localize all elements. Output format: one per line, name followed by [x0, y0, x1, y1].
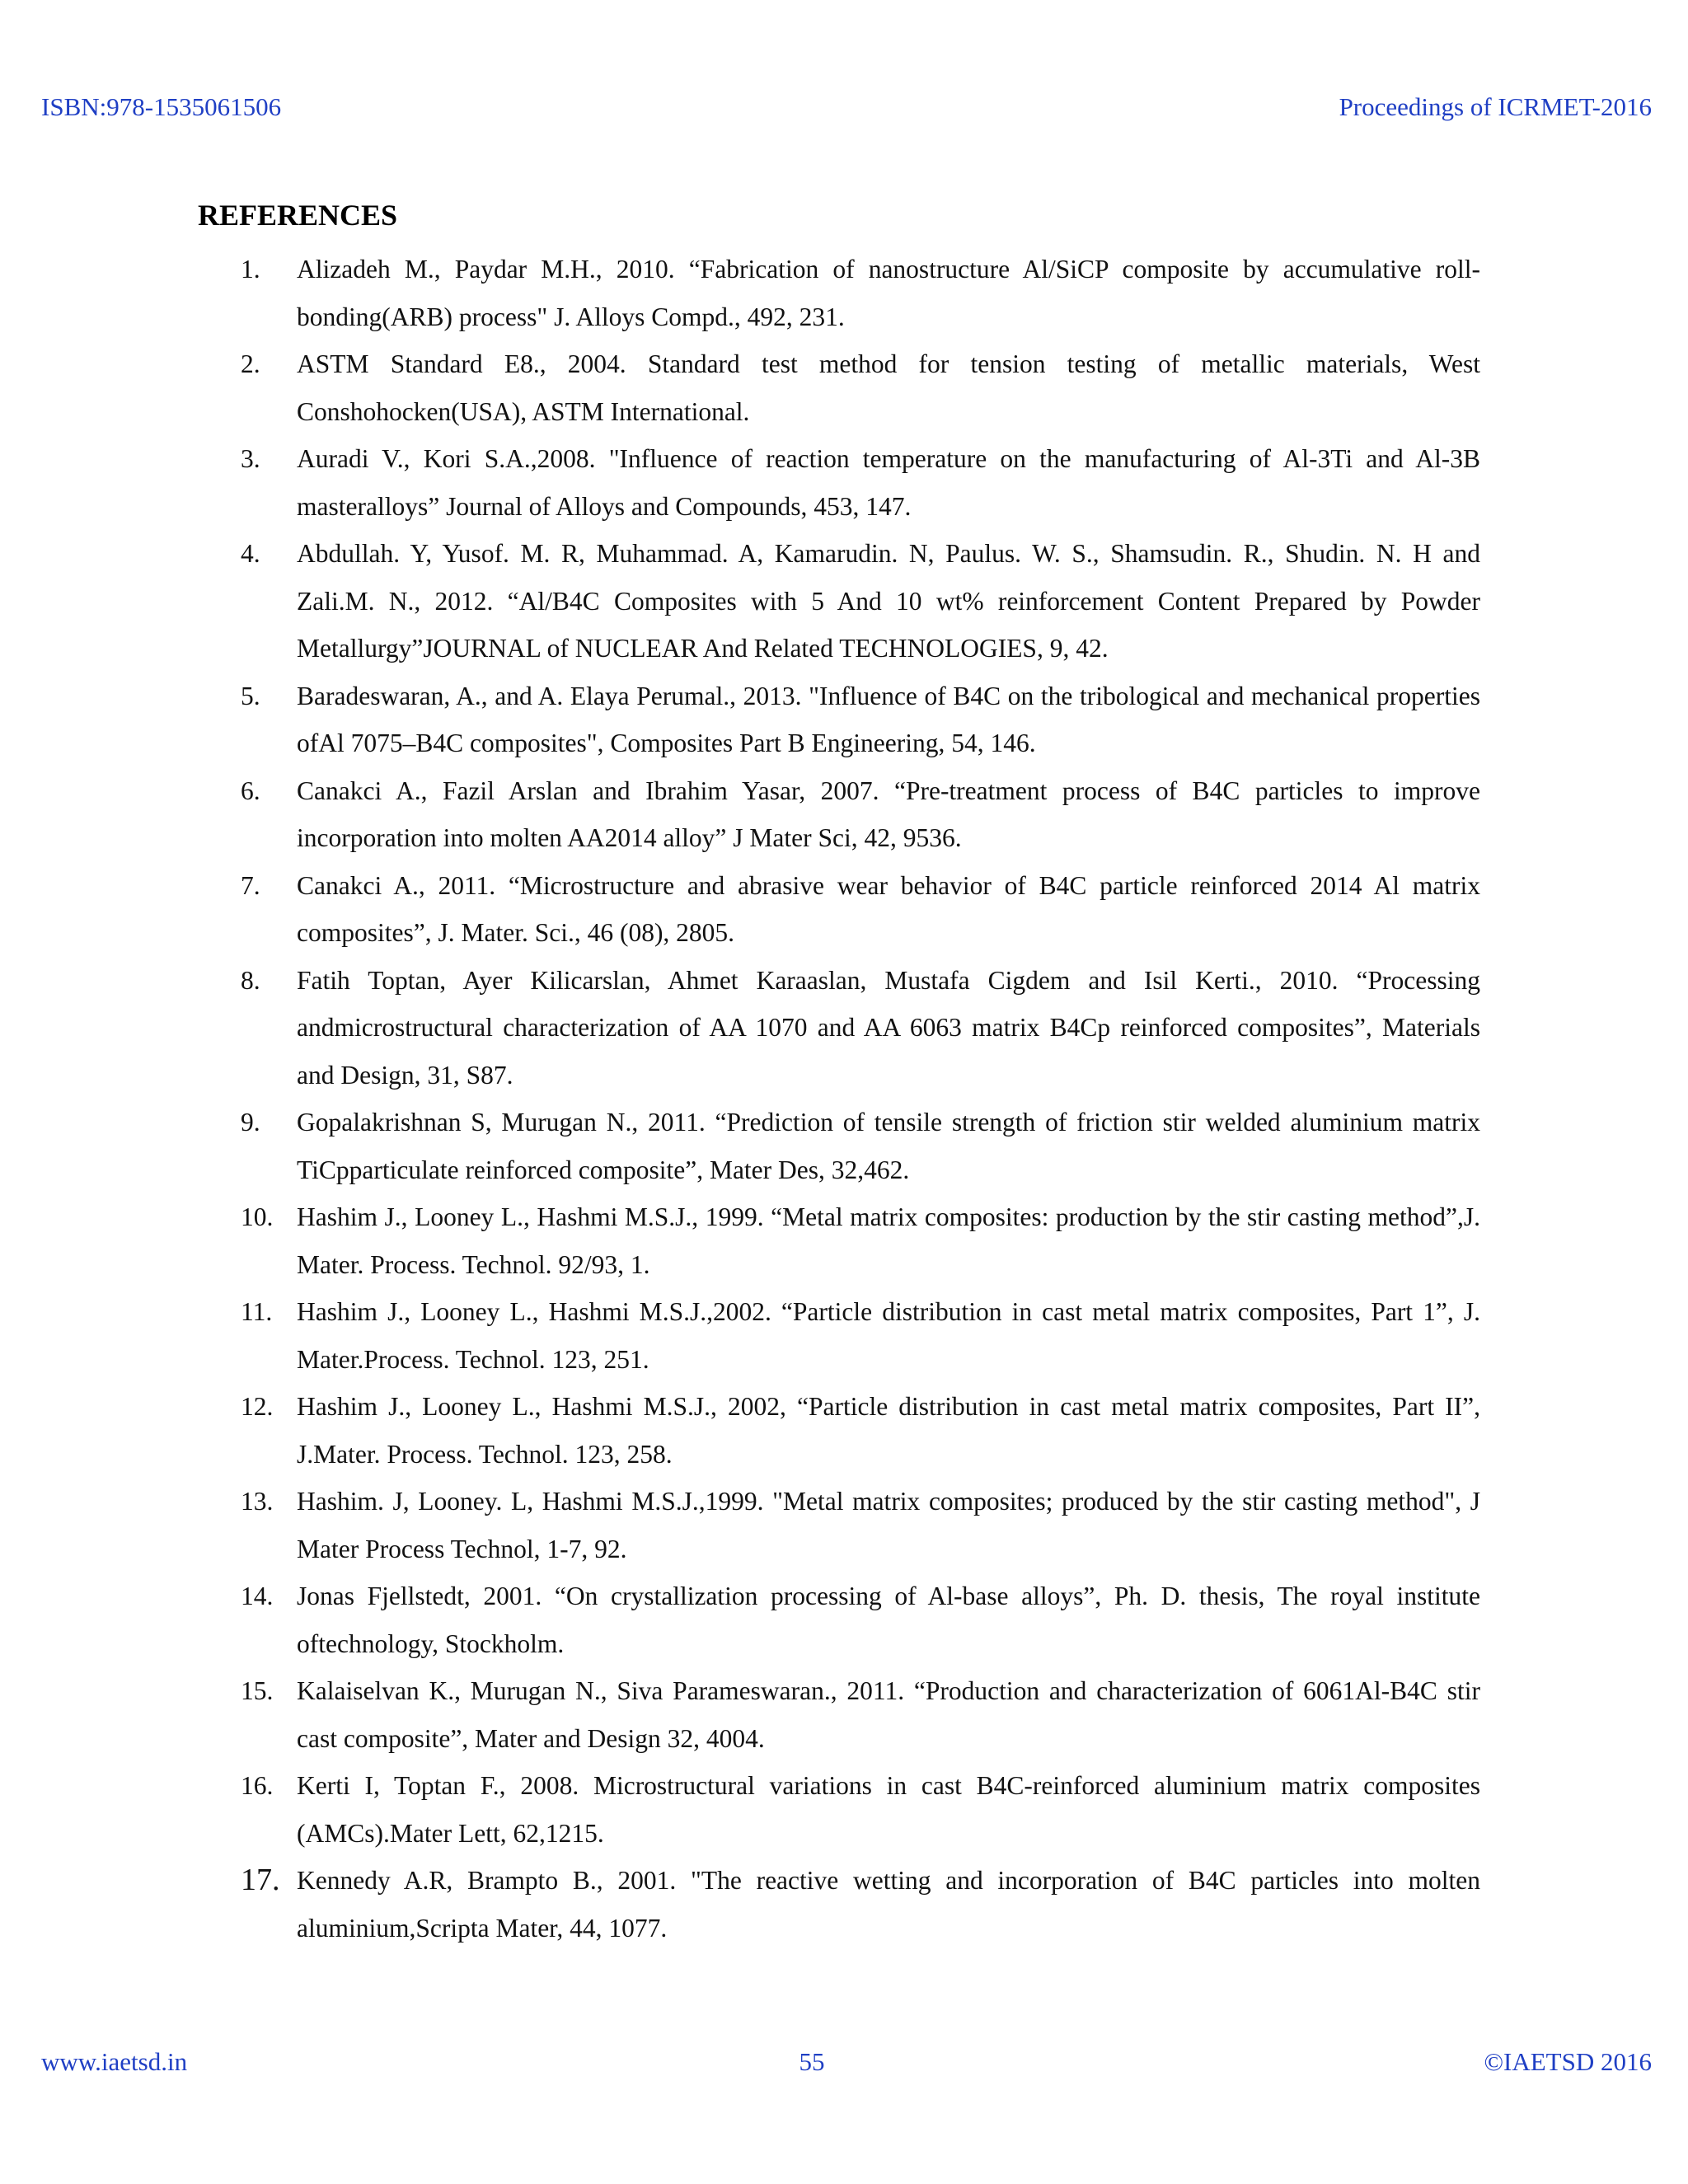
- reference-item: [0, 246, 1688, 340]
- reference-item: [0, 957, 1688, 1099]
- reference-number: 14.: [241, 1582, 274, 1610]
- reference-item: [0, 1857, 1688, 1952]
- reference-number: 2.: [241, 349, 260, 378]
- reference-item: [0, 340, 1688, 435]
- reference-item: [0, 862, 1688, 957]
- reference-text: Kalaiselvan K., Murugan N., Siva Parameswaran., 2011. “Production and characterization of 6061Al-B4C stir cast composite”, Mater and Design 32, 4004.: [297, 1676, 1480, 1753]
- reference-item: [0, 1572, 1688, 1667]
- reference-text: Jonas Fjellstedt, 2001. “On crystallization processing of Al-base alloys”, Ph. D. thesis, The royal institute oftechnology, Stockholm.: [297, 1582, 1480, 1658]
- reference-number: 3.: [241, 444, 260, 473]
- references-heading: REFERENCES: [198, 199, 398, 232]
- reference-number: 5.: [241, 681, 260, 710]
- reference-number: 13.: [241, 1487, 274, 1516]
- reference-item: [0, 1667, 1688, 1762]
- reference-number: 1.: [241, 255, 260, 284]
- reference-text: Hashim J., Looney L., Hashmi M.S.J.,2002. “Particle distribution in cast metal matrix composites, Part 1”, J. Mater.Process. Technol. 123, 251.: [297, 1297, 1480, 1374]
- reference-text: Kennedy A.R, Brampto B., 2001. "The reactive wetting and incorporation of B4C particles into molten aluminium,Scripta Mater, 44, 1077.: [297, 1866, 1480, 1943]
- reference-text: ASTM Standard E8., 2004. Standard test method for tension testing of metallic materials, West Conshohocken(USA), ASTM International.: [297, 349, 1480, 426]
- reference-text: Alizadeh M., Paydar M.H., 2010. “Fabrication of nanostructure Al/SiCP composite by accumulative roll-bonding(ARB) process" J. Alloys Compd., 492, 231.: [297, 255, 1480, 331]
- reference-number: 16.: [241, 1771, 274, 1800]
- reference-text: Abdullah. Y, Yusof. M. R, Muhammad. A, Kamarudin. N, Paulus. W. S., Shamsudin. R., Shudin. N. H and Zali.M. N., 2012. “Al/B4C Composites with 5 And 10 wt% reinforcement Content Prepared by Powder Metallurgy”JOURNAL of NUCLEAR And Related TECHNOLOGIES, 9, 42.: [297, 539, 1480, 663]
- website-link[interactable]: www.iaetsd.in: [41, 2047, 188, 2076]
- proceedings-title: Proceedings of ICRMET-2016: [1339, 92, 1652, 121]
- reference-text: Auradi V., Kori S.A.,2008. "Influence of reaction temperature on the manufacturing of Al-3Ti and Al-3B masteralloys” Journal of Alloys and Compounds, 453, 147.: [297, 444, 1480, 521]
- isbn-text: ISBN:978-1535061506: [41, 92, 282, 121]
- reference-item: [0, 767, 1688, 862]
- reference-item: [0, 1478, 1688, 1572]
- reference-number: 6.: [241, 776, 260, 805]
- page-number: 55: [799, 2047, 825, 2076]
- reference-text: Hashim J., Looney L., Hashmi M.S.J., 2002, “Particle distribution in cast metal matrix composites, Part II”, J.Mater. Process. Technol. 123, 258.: [297, 1392, 1480, 1469]
- reference-item: [0, 1099, 1688, 1193]
- reference-number: 10.: [241, 1202, 274, 1231]
- reference-text: Fatih Toptan, Ayer Kilicarslan, Ahmet Karaaslan, Mustafa Cigdem and Isil Kerti., 2010. “Processing andmicrostructural characterization of AA 1070 and AA 6063 matrix B4Cp reinforced composites”, Materials and Design, 31, S87.: [297, 965, 1480, 1090]
- reference-number: 11.: [241, 1297, 273, 1326]
- reference-item: [0, 1193, 1688, 1288]
- copyright-text: ©IAETSD 2016: [1484, 2047, 1652, 2076]
- reference-item: [0, 1383, 1688, 1478]
- reference-number: 7.: [241, 870, 260, 900]
- reference-item: [0, 530, 1688, 673]
- reference-number: 15.: [241, 1676, 274, 1705]
- reference-text: Hashim J., Looney L., Hashmi M.S.J., 1999. “Metal matrix composites: production by the stir casting method”,J. Mater. Process. Technol. 92/93, 1.: [297, 1202, 1480, 1279]
- reference-number: 8.: [241, 965, 260, 995]
- reference-item: [0, 435, 1688, 530]
- reference-text: Canakci A., 2011. “Microstructure and abrasive wear behavior of B4C particle reinforced 2014 Al matrix composites”, J. Mater. Sci., 46 (08), 2805.: [297, 870, 1480, 947]
- reference-number: 9.: [241, 1108, 260, 1137]
- reference-number: 17.: [241, 1863, 280, 1897]
- reference-text: Hashim. J, Looney. L, Hashmi M.S.J.,1999. "Metal matrix composites; produced by the stir casting method", J Mater Process Technol, 1-7, 92.: [297, 1487, 1480, 1563]
- reference-list: [0, 246, 1688, 1952]
- reference-item: [0, 1288, 1688, 1383]
- reference-item: [0, 1762, 1688, 1857]
- reference-item: [0, 673, 1688, 767]
- reference-text: Canakci A., Fazil Arslan and Ibrahim Yasar, 2007. “Pre-treatment process of B4C particles to improve incorporation into molten AA2014 alloy” J Mater Sci, 42, 9536.: [297, 776, 1480, 852]
- reference-number: 12.: [241, 1392, 274, 1421]
- reference-text: Kerti I, Toptan F., 2008. Microstructural variations in cast B4C-reinforced aluminium matrix composites (AMCs).Mater Lett, 62,1215.: [297, 1771, 1480, 1848]
- reference-text: Gopalakrishnan S, Murugan N., 2011. “Prediction of tensile strength of friction stir welded aluminium matrix TiCpparticulate reinforced composite”, Mater Des, 32,462.: [297, 1108, 1480, 1184]
- reference-text: Baradeswaran, A., and A. Elaya Perumal., 2013. "Influence of B4C on the tribological and mechanical properties ofAl 7075–B4C composites", Composites Part B Engineering, 54, 146.: [297, 681, 1480, 757]
- reference-number: 4.: [241, 539, 260, 568]
